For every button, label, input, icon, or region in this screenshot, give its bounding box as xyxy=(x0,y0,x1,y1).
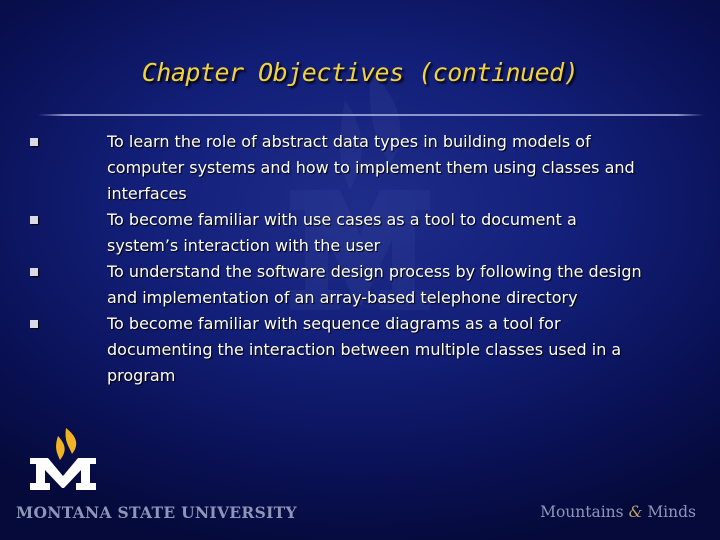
university-motto xyxy=(540,503,696,521)
list-item xyxy=(30,129,650,207)
slide-title: Chapter Objectives (continued) xyxy=(141,58,579,87)
objective-text: To learn the role of abstract data types in building models of computer systems and how to implement them using classes and interfaces xyxy=(107,132,635,203)
university-name: MONTANA STATE UNIVERSITY xyxy=(16,503,297,522)
objectives-list xyxy=(30,129,650,389)
motto-ampersand: & xyxy=(628,503,643,521)
square-bullet-icon xyxy=(30,268,38,276)
square-bullet-icon xyxy=(30,216,38,224)
square-bullet-icon xyxy=(30,138,38,146)
title-divider xyxy=(38,114,704,116)
objective-text: To become familiar with use cases as a tool to document a system’s interaction with the user xyxy=(107,210,577,255)
objective-text: To understand the software design process by following the design and implementation of an array-based telephone directory xyxy=(107,262,642,307)
motto-mountains: Mountains xyxy=(540,503,624,521)
list-item xyxy=(30,207,650,259)
list-item xyxy=(30,311,650,389)
msu-m-logo-icon xyxy=(28,428,98,490)
objective-text: To become familiar with sequence diagrams as a tool for documenting the interaction between multiple classes used in a program xyxy=(107,314,622,385)
square-bullet-icon xyxy=(30,320,38,328)
list-item xyxy=(30,259,650,311)
motto-minds: Minds xyxy=(647,503,696,521)
